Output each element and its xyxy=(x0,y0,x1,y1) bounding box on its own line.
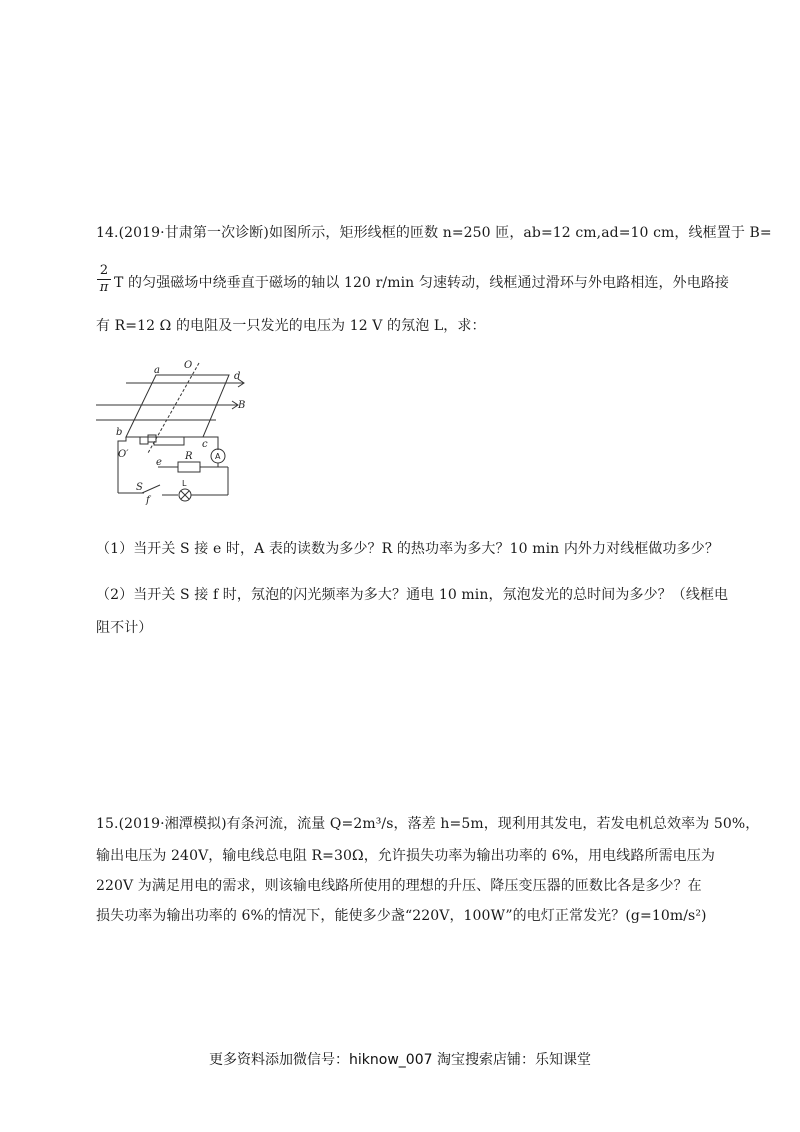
label-b: b xyxy=(116,427,123,438)
slip-ring-2 xyxy=(148,435,156,442)
label-S: S xyxy=(136,482,143,493)
label-B: B xyxy=(238,400,246,411)
coil-frame xyxy=(126,375,229,437)
wire-top xyxy=(154,437,218,450)
label-a: a xyxy=(154,365,160,376)
q14-line-2: T 的匀强磁场中绕垂直于磁场的轴以 120 r/min 匀速转动，线框通过滑环与外电路相连，外电路接 xyxy=(114,275,730,291)
label-L: L xyxy=(182,479,187,488)
label-c: c xyxy=(202,439,208,450)
generator-circuit-diagram xyxy=(96,355,246,507)
label-e: e xyxy=(156,457,162,468)
q15-line-1: 15.(2019·湘潭模拟)有条河流，流量 Q=2m³/s，落差 h=5m，现利用其发电，若发电机总效率为 50%， xyxy=(96,816,760,832)
q15-line-4: 损失功率为输出功率的 6%的情况下，能使多少盏“220V，100W”的电灯正常发光？(g=10m/s²) xyxy=(96,908,707,924)
q15-line-2: 输出电压为 240V，输电线总电阻 R=30Ω，允许损失功率为输出功率的 6%，用电线路所需电压为 xyxy=(96,848,715,864)
label-A: A xyxy=(215,452,221,461)
q14-line-1: 14.(2019·甘肃第一次诊断)如图所示，矩形线框的匝数 n=250 匝，ab=12 cm,ad=10 cm，线框置于 B= xyxy=(96,225,772,241)
fraction-2-over-pi xyxy=(97,264,111,295)
resistor-R xyxy=(178,462,200,472)
footer-promo: 更多资料添加微信号：hiknow_007 淘宝搜索店铺：乐知课堂 xyxy=(209,1052,591,1068)
fraction-numerator: 2 xyxy=(99,263,109,278)
slip-ring-1 xyxy=(140,437,148,444)
label-O-prime: O′ xyxy=(118,449,129,460)
q14-sub-2a: （2）当开关 S 接 f 时，氖泡的闪光频率为多大？通电 10 min，氖泡发光的总时间为多少？（线框电 xyxy=(96,587,729,603)
label-f: f xyxy=(146,495,150,506)
label-O: O xyxy=(184,360,193,371)
q14-line-3: 有 R=12 Ω 的电阻及一只发光的电压为 12 V 的氖泡 L，求： xyxy=(96,318,486,334)
q14-sub-2b: 阻不计） xyxy=(96,620,153,636)
label-R: R xyxy=(185,451,193,462)
label-d: d xyxy=(234,371,241,382)
q15-line-3: 220V 为满足用电的需求，则该输电线路所使用的理想的升压、降压变压器的匝数比各是多少？在 xyxy=(96,878,702,894)
switch-S xyxy=(142,485,160,493)
q14-sub-1: （1）当开关 S 接 e 时，A 表的读数为多少？R 的热功率为多大？10 min 内外力对线框做功多少？ xyxy=(96,541,719,557)
fraction-denominator: π xyxy=(99,280,109,295)
